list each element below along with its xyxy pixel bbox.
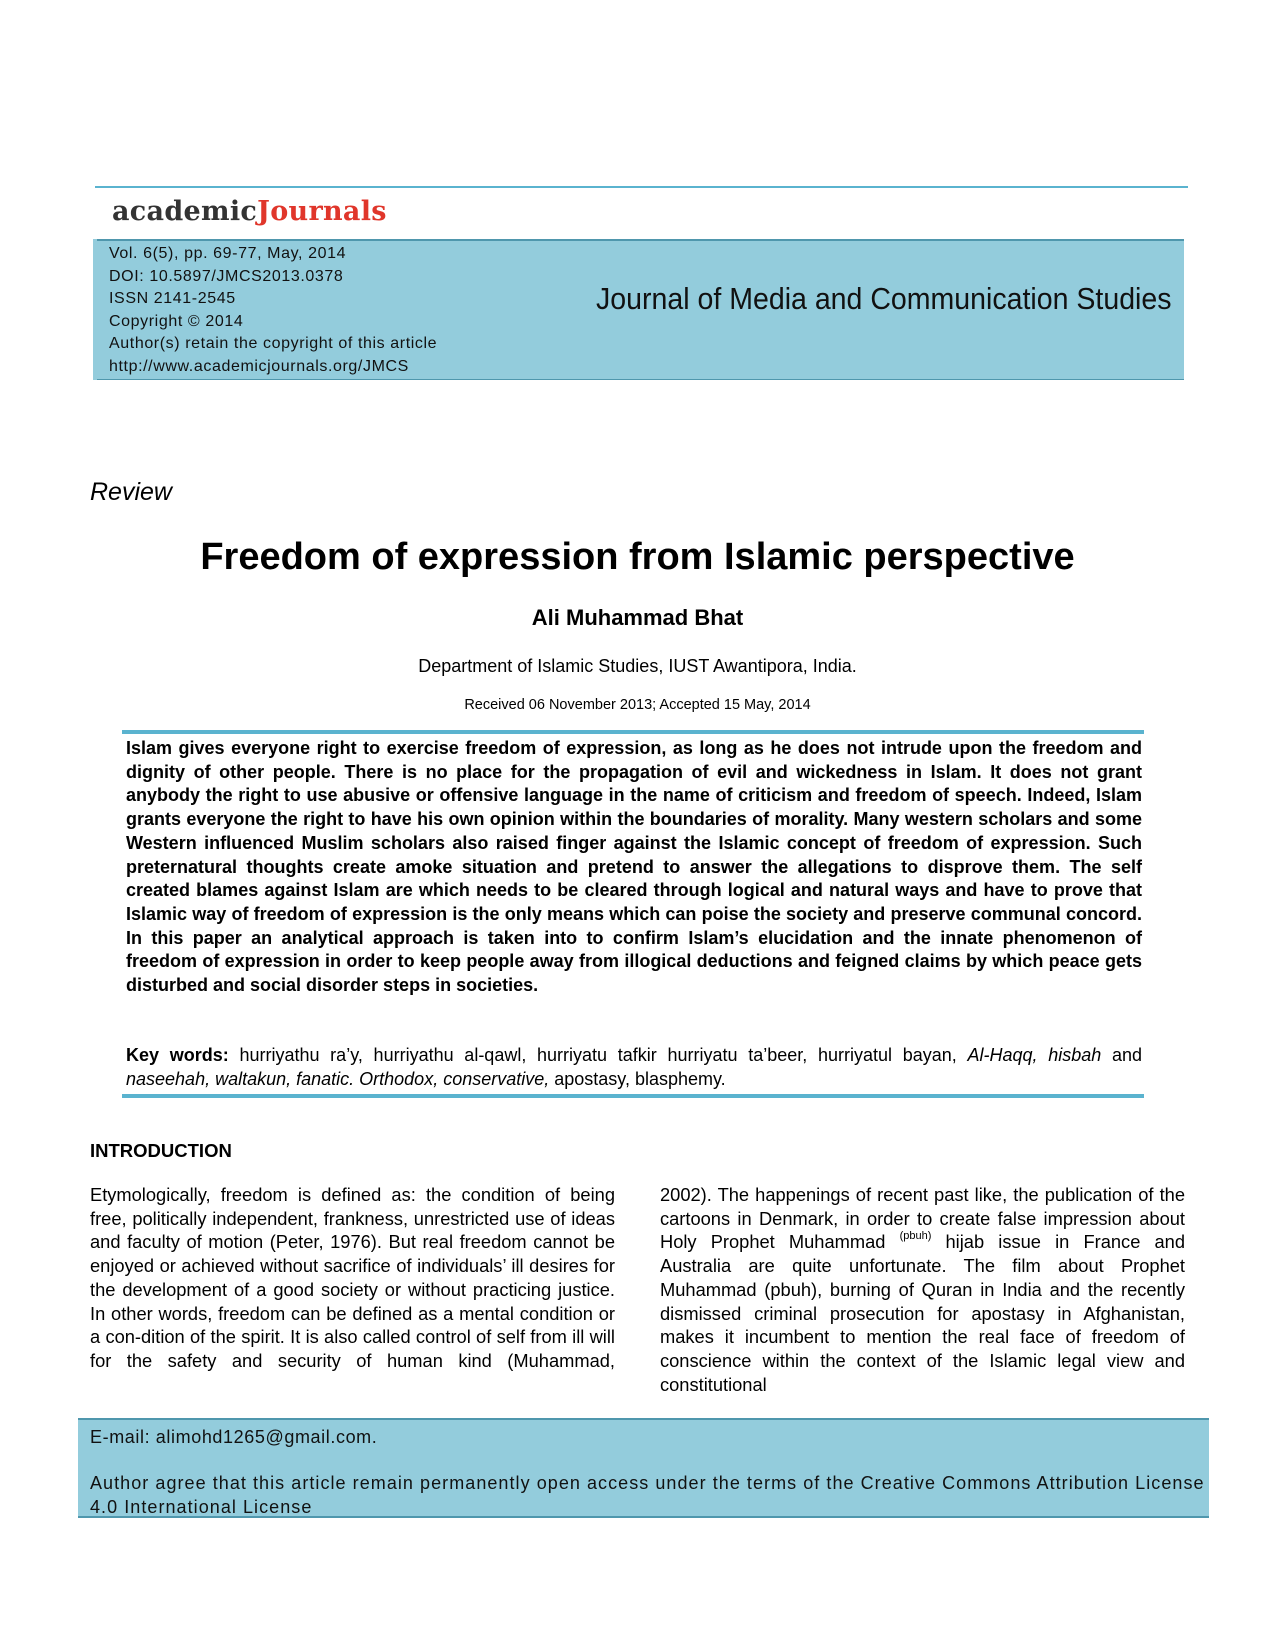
body-right-text-2: hijab issue in France and Australia are quite unfortunate. The film about Prophet Muhammad (pbuh), burning of Quran in India and the recently dismissed criminal prosecution for apostasy in Afghanistan, makes it incumbent to mention the real face of freedom of conscience within the context of the Islamic legal view and constitutional bbox=[660, 1231, 1186, 1395]
author-name: Ali Muhammad Bhat bbox=[531, 605, 744, 630]
keywords-text-1: hurriyathu ra’y, hurriyathu al-qawl, hurriyatu tafkir hurriyatu ta’beer, hurriyatul bayan, bbox=[228, 1045, 968, 1065]
abstract-top-rule bbox=[122, 730, 1144, 734]
journal-url[interactable]: http://www.academicjournals.org/JMCS bbox=[109, 357, 409, 375]
header-top-rule bbox=[95, 186, 1188, 188]
journal-header-box bbox=[97, 239, 1184, 380]
publication-metadata bbox=[109, 243, 437, 379]
keywords bbox=[126, 1044, 1142, 1091]
author-affiliation: Department of Islamic Studies, IUST Awantipora, India. bbox=[418, 656, 857, 676]
body-right-text-1: 2002). The happenings of recent past like, the publication of the cartoons in Denmark, in order to create false impression about Holy Prophet Muhammad bbox=[660, 1184, 1185, 1253]
keywords-label: Key words: bbox=[126, 1045, 229, 1065]
keywords-italic-1: Al-Haqq, hisbah bbox=[967, 1045, 1102, 1065]
logo-text-journals: Journals bbox=[257, 196, 387, 227]
abstract-bottom-rule bbox=[122, 1094, 1144, 1098]
received-accepted-dates: Received 06 November 2013; Accepted 15 May, 2014 bbox=[464, 697, 811, 713]
academic-journals-logo bbox=[112, 196, 387, 227]
license-statement: Author agree that this article remain permanently open access under the terms of the Creative Commons Attribution License 4.0 International License bbox=[90, 1473, 1205, 1517]
abstract-text: Islam gives everyone right to exercise freedom of expression, as long as he does not intrude upon the freedom and dignity of other people. There is no place for the propagation of evil and wickedness in Islam. It does not grant anybody the right to use abusive or offensive language in the name of criticism and freedom of speech. Indeed, Islam grants everyone the right to have his own opinion within the boundaries of morality. Many western scholars and some Western influenced Muslim scholars also raised finger against the Islamic concept of freedom of expression. Such preternatural thoughts create amoke situation and pretend to answer the allegations to disprove them. The self created blames against Islam are which needs to be cleared through logical and natural ways and have to prove that Islamic way of freedom of expression is the only means which can poise the society and preserve communal concord. In this paper an analytical approach is taken into to confirm Islam’s elucidation and the innate phenomenon of freedom of expression in order to keep people away from illogical deductions and feigned claims by which peace gets disturbed and social disorder steps in societies. bbox=[126, 738, 1142, 996]
keywords-italic-2: naseehah, waltakun, fanatic. Orthodox, conservative, bbox=[126, 1068, 550, 1089]
doi: DOI: 10.5897/JMCS2013.0378 bbox=[109, 267, 344, 285]
author-email[interactable]: E-mail: alimohd1265@gmail.com. bbox=[90, 1427, 378, 1447]
keywords-text-3: apostasy, blasphemy. bbox=[549, 1068, 726, 1089]
logo-text-academic: academic bbox=[112, 196, 258, 227]
section-heading-introduction: INTRODUCTION bbox=[90, 1140, 232, 1161]
journal-name: Journal of Media and Communication Studies bbox=[596, 281, 1172, 316]
volume-info: Vol. 6(5), pp. 69-77, May, 2014 bbox=[109, 245, 347, 262]
body-column-left: Etymologically, freedom is defined as: the condition of being free, politically independent, frankness, unrestricted use of ideas and faculty of motion (Peter, 1976). But real freedom cannot be enjoyed or achieved without sacrifice of individuals’ ill desires for the development of a good society or without practicing justice. In other words, freedom can be defined as a mental condition or a con-dition of the spirit. It is also called control of self from ill will for the safety and security of human kind (Muhammad, bbox=[90, 1184, 615, 1371]
copyright: Copyright © 2014 bbox=[109, 312, 244, 330]
keywords-text-2: and bbox=[1101, 1045, 1142, 1065]
footer-box bbox=[78, 1418, 1209, 1518]
body-column-right bbox=[660, 1183, 1185, 1396]
issn: ISSN 2141-2545 bbox=[109, 290, 236, 308]
article-type: Review bbox=[90, 478, 172, 506]
pbuh-superscript: (pbuh) bbox=[899, 1230, 932, 1243]
article-title: Freedom of expression from Islamic perspective bbox=[200, 536, 1075, 578]
copyright-note: Author(s) retain the copyright of this article bbox=[109, 335, 438, 353]
